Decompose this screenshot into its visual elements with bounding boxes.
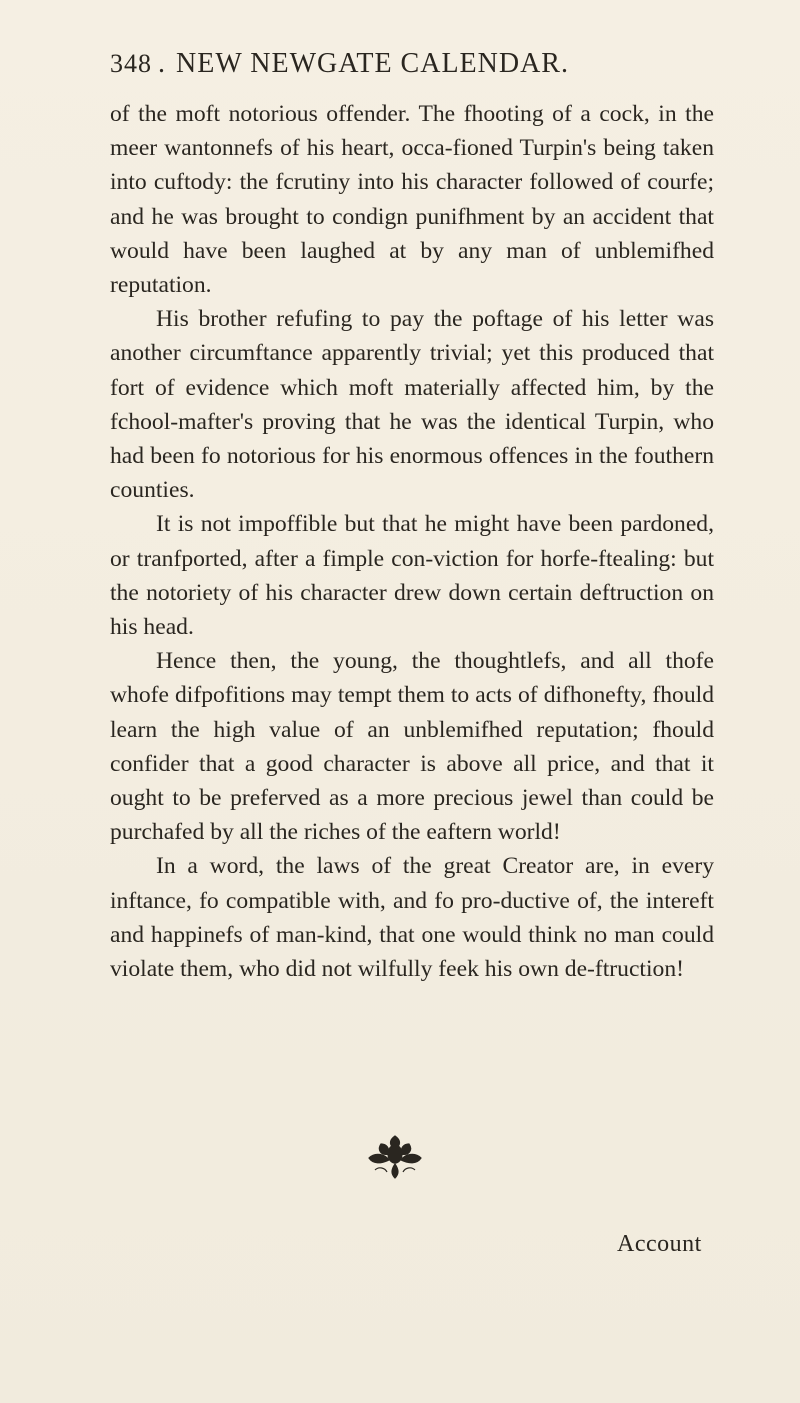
running-title: NEW NEWGATE CALENDAR. (176, 48, 569, 79)
page-number: 348 (110, 49, 152, 78)
paragraph-4: Hence then, the young, the thoughtlefs, and all thofe whofe difpofitions may tempt them to acts of difhonefty, fhould learn the high value of an unblemifhed reputation; fhould confider that a good character is above all price, and that it ought to be preferved as a more precious jewel than could be purchafed by all the riches of the eaftern world! (110, 648, 714, 846)
header-separator: . (158, 48, 166, 79)
paragraph-5: In a word, the laws of the great Creator are, in every inftance, fo compatible with, and fo pro-ductive of, the intereft and happinefs of man-kind, that one would think no man could violate them, who did not wilfully feek his own de-ftruction! (110, 853, 714, 983)
body-text (110, 97, 714, 986)
catchword: Account (617, 1231, 702, 1257)
floral-ornament-icon (359, 1130, 431, 1182)
paragraph-3: It is not impoffible but that he might have been pardoned, or tranfported, after a fimple con-viction for horfe-ftealing: but the notoriety of his character drew down certain deftruction on his head. (110, 511, 714, 641)
paragraph-1: of the moft notorious offender. The fhooting of a cock, in the meer wantonnefs of his heart, occa-fioned Turpin's being taken into cuftody: the fcrutiny into his character followed of courfe; and he was brought to condign punifhment by an accident that would have been laughed at by any man of unblemifhed reputation. (110, 101, 714, 299)
running-header (110, 48, 720, 80)
paragraph-2: His brother refufing to pay the poftage of his letter was another circumftance apparently trivial; yet this produced that fort of evidence which moft materially affected him, by the fchool-mafter's proving that he was the identical Turpin, who had been fo notorious for his enormous offences in the fouthern counties. (110, 306, 714, 504)
